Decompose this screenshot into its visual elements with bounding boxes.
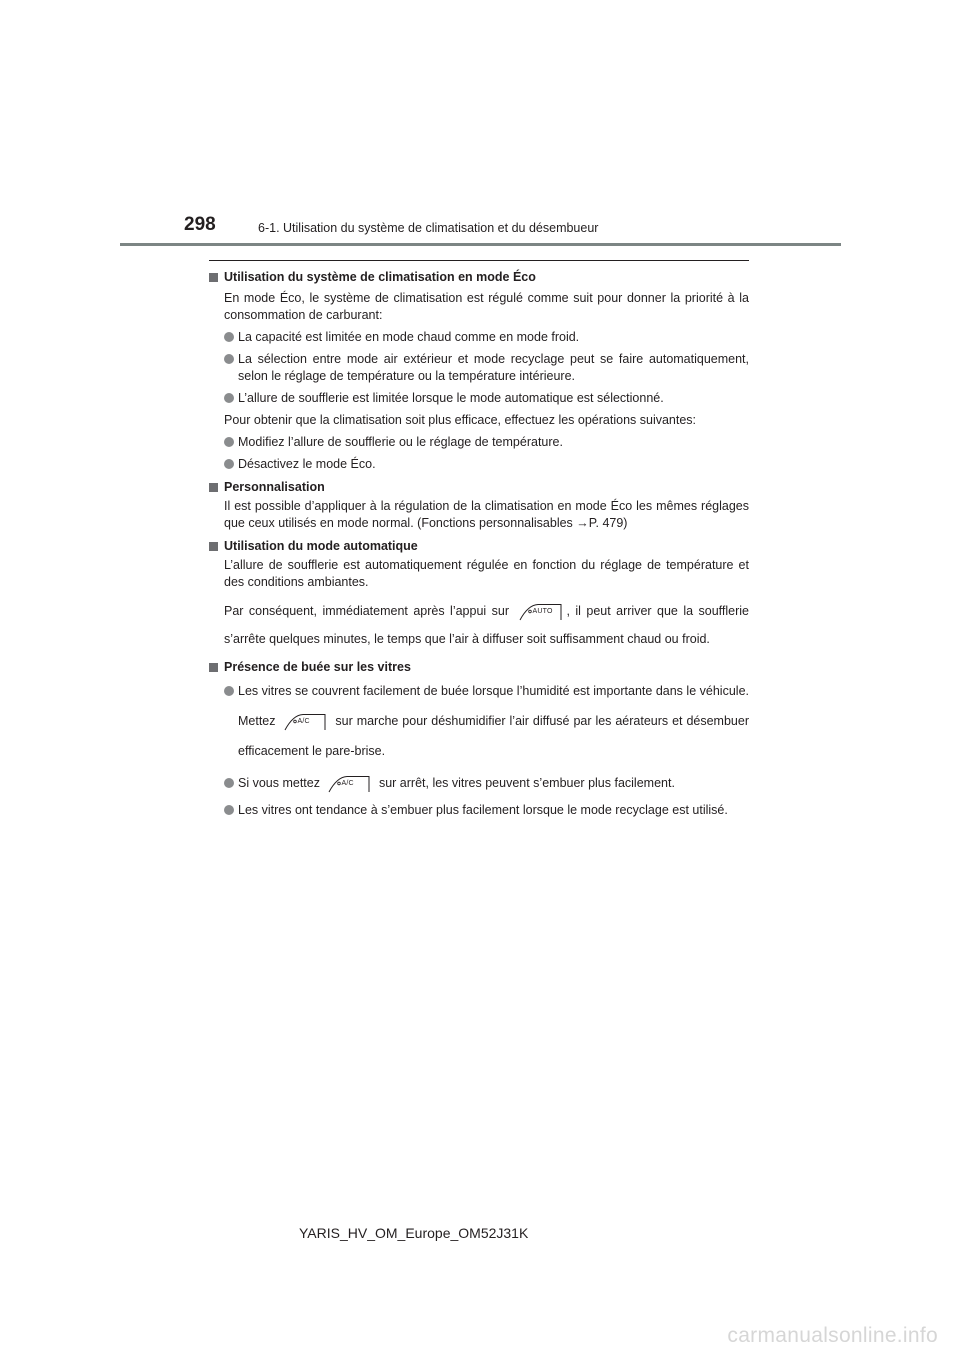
section-square-icon — [209, 542, 218, 551]
paragraph: Il est possible d’appliquer à la régulation de la climatisation en mode Éco les mêmes réglages que ceux utilisés en mode normal. (Fonctions personnalisables →P. 479) — [224, 499, 749, 530]
ac-button-icon — [283, 713, 327, 731]
bullet-text: Modifiez l’allure de soufflerie ou le réglage de température. — [238, 435, 563, 449]
bullet-dot-icon — [224, 437, 234, 447]
bullet-dot-icon — [224, 332, 234, 342]
section-square-icon — [209, 273, 218, 282]
auto-button-icon — [518, 603, 562, 621]
bullet-text: La sélection entre mode air extérieur et mode recyclage peut se faire automatiquement, selon le réglage de température ou la température intérieure. — [238, 352, 749, 383]
paragraph: En mode Éco, le système de climatisation est régulé comme suit pour donner la priorité à la consommation de carburant: — [224, 291, 749, 322]
bullet-dot-icon — [224, 805, 234, 815]
ac-button-label: A/C — [297, 717, 310, 725]
page-number: 298 — [184, 214, 216, 235]
header-rule — [120, 243, 841, 246]
content-top-rule — [209, 260, 749, 261]
section-title-text: Présence de buée sur les vitres — [224, 660, 411, 674]
watermark: carmanualsonline.info — [727, 1324, 938, 1347]
section-title — [209, 269, 749, 286]
bullet-item — [209, 768, 749, 798]
bullet-dot-icon — [224, 686, 234, 696]
bullet-item — [209, 390, 749, 407]
section-square-icon — [209, 663, 218, 672]
bullet-text: Si vous mettez — [238, 776, 320, 790]
bullet-text: sur marche pour déshumidifier l’air diffusé par les aérateurs et désembuer efficacement le pare-brise. — [238, 714, 749, 758]
bullet-item — [209, 434, 749, 451]
section-square-icon — [209, 483, 218, 492]
section-eco-mode — [209, 269, 749, 473]
section-title-text: Utilisation du mode automatique — [224, 539, 418, 553]
section-title-text: Utilisation du système de climatisation en mode Éco — [224, 270, 536, 284]
paragraph: L’allure de soufflerie est automatiquement régulée en fonction du réglage de température et des conditions ambiantes. — [224, 558, 749, 589]
bullet-text: Les vitres ont tendance à s’embuer plus facilement lorsque le mode recyclage est utilisé. — [238, 803, 728, 817]
bullet-text: La capacité est limitée en mode chaud comme en mode froid. — [238, 330, 580, 344]
section-title — [209, 479, 749, 496]
bullet-item — [209, 329, 749, 346]
bullet-text: sur arrêt, les vitres peuvent s’embuer plus facilement. — [378, 776, 675, 790]
paragraph-with-button — [209, 597, 749, 653]
section-title — [209, 659, 749, 676]
bullet-dot-icon — [224, 393, 234, 403]
bullet-text: Désactivez le mode Éco. — [238, 457, 376, 471]
paragraph: Pour obtenir que la climatisation soit plus efficace, effectuez les opérations suivantes: — [224, 413, 697, 427]
ac-button-icon — [327, 775, 371, 793]
bullet-text: L’allure de soufflerie est limitée lorsque le mode automatique est sélectionné. — [238, 391, 664, 405]
bullet-item — [209, 676, 749, 766]
bullet-item — [209, 802, 749, 819]
section-title-text: Personnalisation — [224, 480, 325, 494]
auto-button-label: AUTO — [532, 607, 553, 615]
document-code: YARIS_HV_OM_Europe_OM52J31K — [299, 1225, 529, 1241]
bullet-dot-icon — [224, 778, 234, 788]
page-content — [209, 269, 749, 819]
section-customization — [209, 479, 749, 532]
paragraph-text: Par conséquent, immédiatement après l’appui sur — [224, 604, 510, 618]
bullet-item — [209, 351, 749, 385]
bullet-item — [209, 456, 749, 473]
section-window-fog — [209, 659, 749, 819]
ac-button-label: A/C — [341, 779, 354, 787]
section-automatic-mode — [209, 538, 749, 653]
paragraph-text: , il peut arriver que la soufflerie s’arrête quelques minutes, le temps que l’air à diffuser soit suffisamment chaud ou froid. — [224, 604, 749, 646]
bullet-dot-icon — [224, 354, 234, 364]
bullet-text: Les vitres se couvrent facilement de buée lorsque l’humidité est importante dans le véhicule. Mettez — [238, 684, 749, 728]
chapter-title: 6-1. Utilisation du système de climatisation et du désembueur — [258, 221, 599, 235]
section-title — [209, 538, 749, 555]
bullet-dot-icon — [224, 459, 234, 469]
